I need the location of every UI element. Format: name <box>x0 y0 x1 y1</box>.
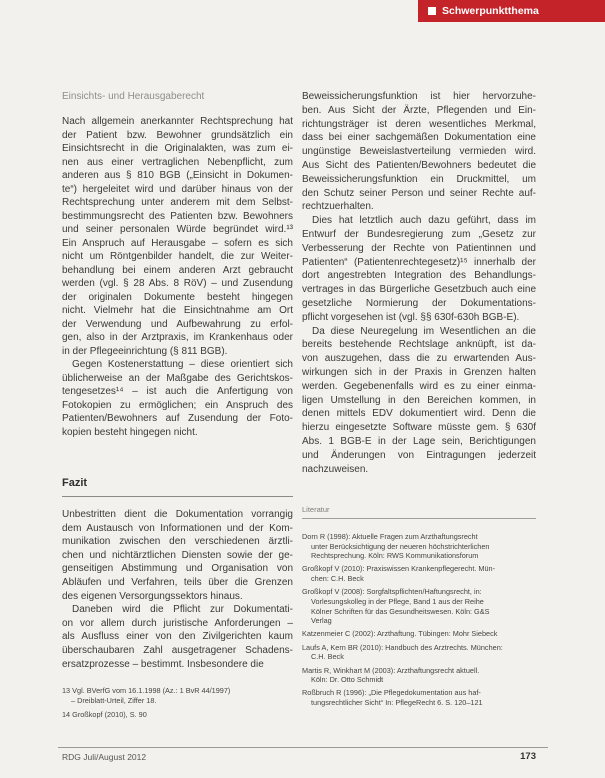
reference-line: Roßbruch R (1996): „Die Pflegedokumentation aus haf- <box>302 688 481 698</box>
text-line: richtungsträger ist deren wesentliches Merkmal, <box>302 118 536 130</box>
square-bullet-icon <box>428 7 436 15</box>
reference-entry <box>302 587 536 625</box>
footnote-line: 13 Vgl. BVerfG vom 16.1.1998 (Az.: 1 BvR 44/1997) <box>62 686 231 695</box>
text-line: von auszugehen, dass die zu erwartenden Aus- <box>302 353 536 365</box>
reference-line: Martis R, Winkhart M (2003): Arzthaftungsrecht aktuell. <box>302 665 480 675</box>
text-line: Beweissicherungsfunktion ist hier hervorzuhe- <box>302 91 536 102</box>
reference-line: Vorlesungskolleg in der Pflege, Band 1 aus der Reihe <box>311 596 484 606</box>
reference-entry <box>302 532 536 561</box>
reference-line: Dorn R (1998): Aktuelle Fragen zum Arzthaftungsrecht <box>302 532 478 541</box>
text-line: Unbestritten dient die Dokumentation vorrangig <box>62 509 293 520</box>
text-line: den Schutz seiner Person und seiner Rechte auf- <box>302 187 536 199</box>
reference-entry <box>302 643 536 662</box>
footnote-line: 14 Großkopf (2010), S. 90 <box>62 710 147 720</box>
reference-line: Rechtsprechung. Köln: RWS Kommunikationsforum <box>311 551 479 561</box>
footer-journal: RDG Juli/August 2012 <box>62 752 147 762</box>
text-line: behandlung bei einem anderen Arzt gebraucht <box>62 264 293 276</box>
text-line: Verbesserung der Rechte von Patientinnen und <box>302 242 536 254</box>
paragraph <box>302 325 536 477</box>
reference-line: tungsrechtlicher Sicht“ In: PflegeRecht 6. S. 120–121 <box>311 698 483 708</box>
paragraph <box>62 508 293 603</box>
text-line: der originalen Dokumente besteht hingegen <box>62 291 293 303</box>
literature-list <box>302 532 536 711</box>
paragraph <box>62 358 293 439</box>
text-line: bereits bestehende Rechtslage anknüpft, ist da- <box>302 339 536 351</box>
text-line: genseitigen Abstimmung und Organisation von <box>62 563 293 575</box>
reference-line: Laufs A, Kern BR (2010): Handbuch des Arztrechts. München: <box>302 642 503 652</box>
fazit-heading: Fazit <box>62 477 88 489</box>
text-line: Abläufen und Verfahren, teils über die Grenzen <box>62 576 293 588</box>
right-column-text <box>302 90 536 476</box>
text-line: der Verwendung und Aufbewahrung zu erfol- <box>62 318 293 330</box>
footer-divider <box>58 747 548 748</box>
text-line: Patienten/Bewohners auf Zusendung der Foto- <box>62 413 293 424</box>
reference-entry <box>302 666 536 685</box>
text-line: chen und nichtärztlichen Diensten sowie der ge- <box>62 549 293 561</box>
text-line: on vor allem durch juristische Anforderungen – <box>62 617 293 629</box>
footnote-line: – Dreiblatt-Urteil, Ziffer 18. <box>71 695 157 705</box>
text-line: rechtzuerhalten. <box>302 201 374 213</box>
text-line: ungünstige Beweislastverteilung vermieden wird. <box>302 146 536 158</box>
text-line: Da diese Neuregelung im Wesentlichen an die <box>312 325 536 337</box>
reference-line: C.H. Beck <box>311 652 344 662</box>
fazit-divider <box>62 496 293 497</box>
text-line: anderen aus § 810 BGB („Einsicht in Dokumen- <box>62 170 293 181</box>
text-line: nicht. Vielmehr hat die Einsichtnahme am Ort <box>62 305 293 316</box>
text-line: Rechtsprechung unter anderem mit dem Selbst- <box>62 197 293 208</box>
page-number: 173 <box>520 751 536 762</box>
text-line: Patienten“ (Patientenrechtegesetz)¹⁵ innerhalb der <box>302 256 536 268</box>
reference-entry <box>302 629 536 639</box>
text-line: in der Pflegeeinrichtung (§ 811 BGB). <box>62 345 228 357</box>
reference-line: Kölner Schriften für das Gesundheitswesen. Köln: G&S <box>311 606 490 616</box>
text-line: Abs. 1 BGB-E in der Lage sein, Berichtigungen <box>302 435 536 447</box>
text-line: werden (vgl. § 28 Abs. 8 RöV) – und Zusendung <box>62 278 293 289</box>
footnote <box>62 686 293 705</box>
text-line: denen mittels EDV dokumentiert wird. Denn die <box>302 408 536 420</box>
text-line: gesetzliche Normierung der Dokumentations- <box>302 297 536 309</box>
section-banner <box>418 0 605 22</box>
text-line: dass bei einer sachgemäßen Dokumentation eine <box>302 132 536 144</box>
text-line: üblicherweise an der Maßgabe des Gerichtskos- <box>62 372 293 384</box>
paragraph <box>302 90 536 214</box>
text-line: ligen Umstellung in den Bereichen kommen, in <box>302 394 536 406</box>
text-line: Nach allgemein anerkannter Rechtsprechung hat <box>62 116 293 127</box>
text-line: als Ausfluss einer von den Zivilgerichten kaum <box>62 631 293 643</box>
text-line: Daneben wird die Pflicht zur Dokumentati- <box>72 604 293 616</box>
text-line: gen, also in der Arztpraxis, im Krankenhaus oder <box>62 332 293 343</box>
literature-divider <box>302 518 536 519</box>
text-line: te“) hergeleitet wird und darüber hinaus von der <box>62 183 293 195</box>
text-line: pflicht vorgesehen ist (vgl. §§ 630f-630h BGB-E). <box>302 311 520 323</box>
text-line: hierzu eingesetzte Software müsste gem. § 630f <box>302 422 536 434</box>
paragraph <box>62 603 293 671</box>
footnotes <box>62 686 293 725</box>
text-line: und Änderungen von Eintragungen jederzeit <box>302 449 536 461</box>
text-line: der Patient bzw. Bewohner grundsätzlich ein <box>62 129 293 141</box>
left-column-text <box>62 115 293 439</box>
text-line: bestimmungsrecht des Patienten bzw. Bewohners <box>62 210 293 222</box>
text-line: dort angestrebten Integration des Behandlungs- <box>302 270 536 282</box>
text-line: vertrages in das Bürgerliche Gesetzbuch auch eine <box>302 284 536 296</box>
text-line: nachzuweisen. <box>302 463 369 475</box>
text-line: nicht um Röntgenbilder handelt, die zur Weiter- <box>62 251 293 262</box>
text-line: nen aus einer vertraglichen Nebenpflicht, zum <box>62 156 293 168</box>
subheading-einsichtsrecht: Einsichts- und Herausgaberecht <box>62 91 205 102</box>
text-line: wirkungen sich in der Praxis in Grenzen halten <box>302 366 536 378</box>
text-line: Aus Sicht des Patienten/Bewohners bedeutet die <box>302 159 536 171</box>
reference-line: Katzenmeier C (2002): Arzthaftung. Tübingen: Mohr Siebeck <box>302 629 498 639</box>
reference-line: Großkopf V (2008): Sorgfaltspflichten/Haftungsrecht, in: <box>302 587 482 597</box>
text-line: ben. Aus Sicht der Ärzte, Pflegenden und Ein- <box>302 104 536 116</box>
text-line: ersatzprozesse – bestimmt. Insbesondere die <box>62 658 264 670</box>
reference-line: chen: C.H. Beck <box>311 574 364 584</box>
text-line: Gegen Kostenerstattung – diese orientiert sich <box>72 359 293 370</box>
reference-entry <box>302 688 536 707</box>
text-line: und seiner personalen Würde begründet wird.¹³ <box>62 224 293 235</box>
text-line: Beweissicherungsfunktion ein Druckmittel, um <box>302 173 536 185</box>
reference-line: Großkopf V (2010): Praxiswissen Krankenpflegerecht. Mün- <box>302 564 496 574</box>
reference-line: Köln: Dr. Otto Schmidt <box>311 675 384 685</box>
text-line: überschaubaren Zahl ausgetragener Schadens- <box>62 644 293 656</box>
text-line: Fotokopien zu ermöglichen; ein Anspruch des <box>62 399 293 411</box>
paragraph <box>62 115 293 358</box>
section-banner-label: Schwerpunktthema <box>442 5 539 17</box>
fazit-text <box>62 508 293 671</box>
text-line: Entwurf der Bundesregierung zum „Gesetz zur <box>302 228 536 240</box>
text-line: dem Austausch von Informationen und der Kom- <box>62 522 293 534</box>
reference-line: unter Berücksichtigung der neueren höchstrichterlichen <box>311 541 490 551</box>
text-line: munikation zwischen den verschiedenen ärztli- <box>62 536 293 548</box>
text-line: kopien besteht hingegen nicht. <box>62 426 198 438</box>
reference-line: Verlag <box>311 616 332 626</box>
text-line: Dies hat letztlich auch dazu geführt, dass im <box>312 215 536 227</box>
text-line: des eigenen Versorgungssektors hinaus. <box>62 590 243 602</box>
text-line: Einsichtsrecht in die Originalakten, was zum ei- <box>62 143 293 154</box>
literature-heading: Literatur <box>302 505 330 514</box>
reference-entry <box>302 564 536 583</box>
text-line: Ein Anspruch auf Herausgabe – sofern es sich <box>62 237 293 249</box>
footnote <box>62 710 293 720</box>
text-line: tengesetzes¹⁴ – ist auch die Anfertigung von <box>62 386 293 397</box>
text-line: werden. Gegebenenfalls wird es zu einer einma- <box>302 380 536 392</box>
paragraph <box>302 214 536 324</box>
